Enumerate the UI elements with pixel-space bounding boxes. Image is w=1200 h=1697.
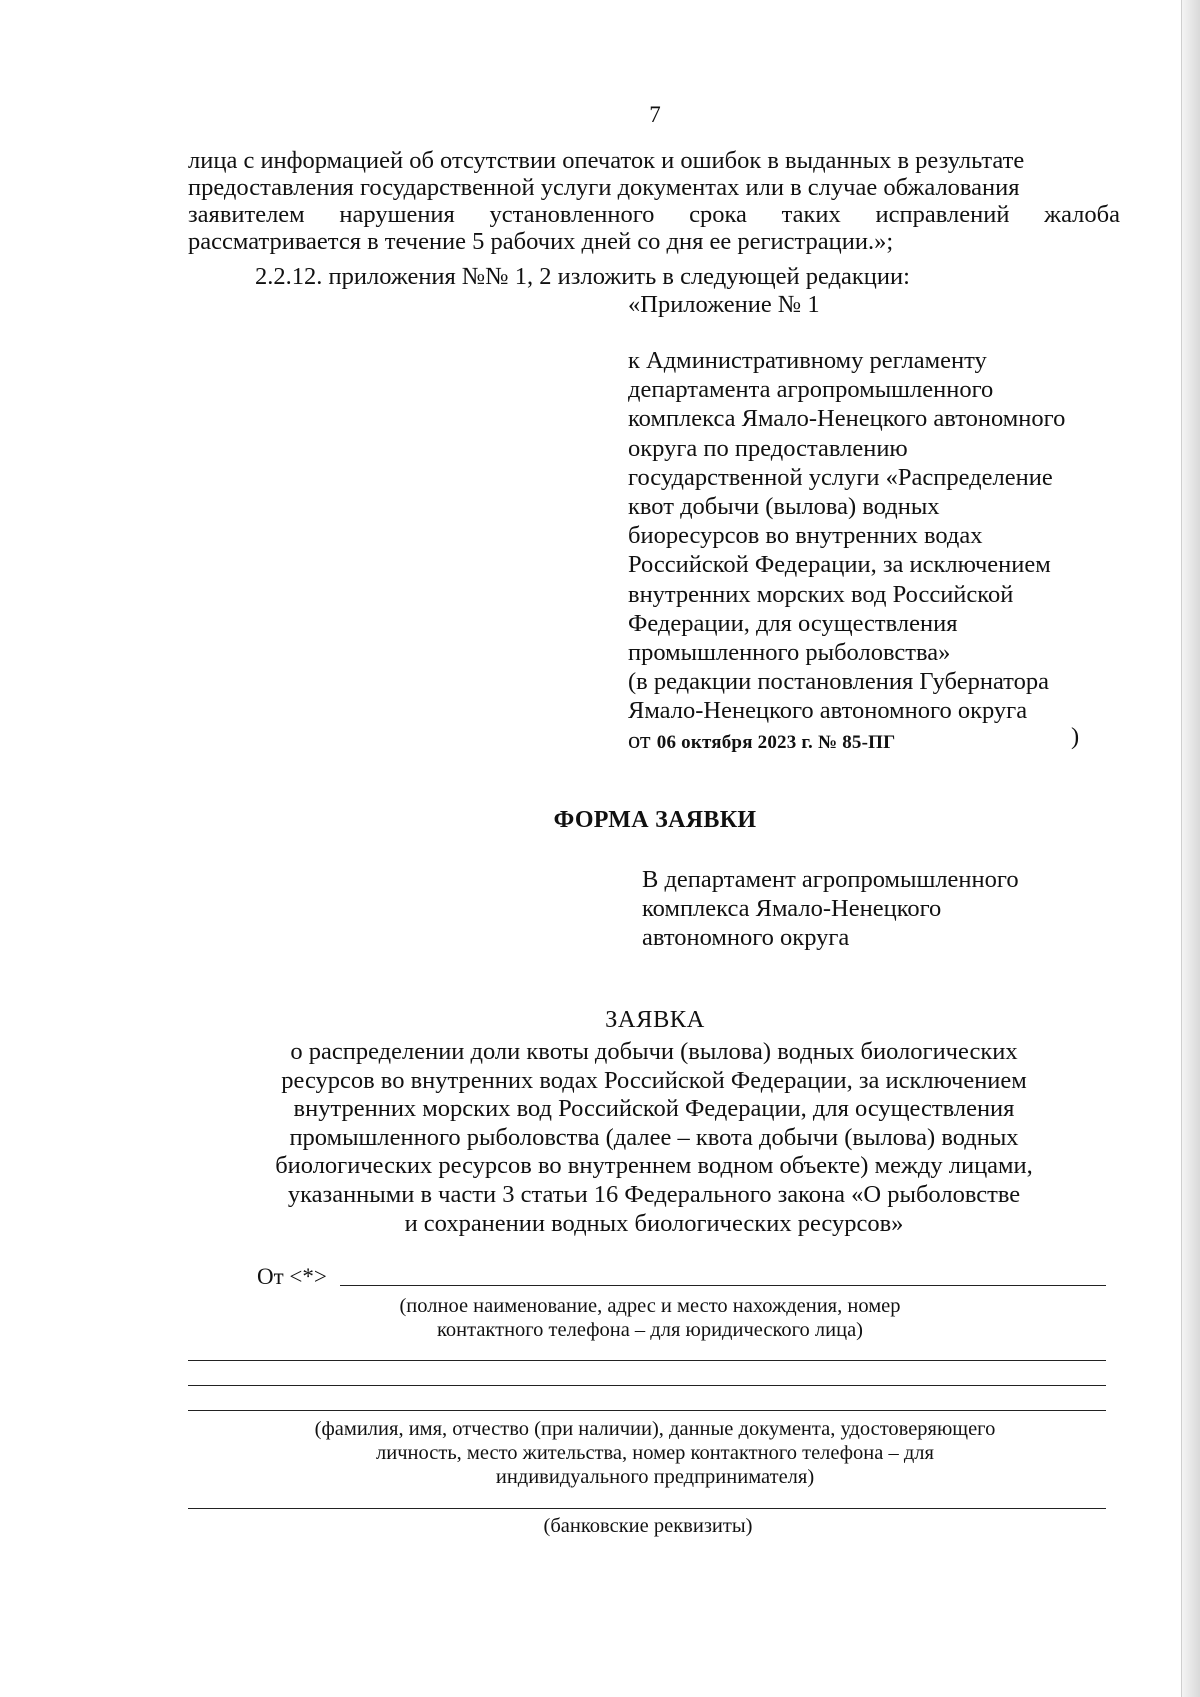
- caption-line: личность, место жительства, номер контактного телефона – для: [376, 1442, 934, 1464]
- appendix-line: Ямало-Ненецкого автономного округа: [628, 697, 1028, 725]
- entry-line-2[interactable]: [188, 1385, 1106, 1386]
- bank-details-line[interactable]: [188, 1508, 1106, 1509]
- appendix-line: комплекса Ямало-Ненецкого автономного: [628, 405, 1066, 433]
- caption-line: контактного телефона – для юридического лица): [436, 1319, 864, 1341]
- appendix-date-prefix: от: [628, 726, 651, 754]
- appendix-title-text: «Приложение № 1: [628, 291, 820, 318]
- subject-line: промышленного рыболовства (далее – квота добычи (вылова) водных: [289, 1123, 1019, 1151]
- paragraph-line: лица с информацией об отсутствии опечаток и ошибок в выданных в результате: [188, 147, 1025, 174]
- appendix-line: департамента агропромышленного: [628, 376, 994, 404]
- subject-line: биологических ресурсов во внутреннем водном объекте) между лицами,: [275, 1152, 1033, 1180]
- subject-line: указанными в части 3 статьи 16 Федерального закона «О рыболовстве: [287, 1180, 1021, 1208]
- subject-line: внутренних морских вод Российской Федерации, для осуществления: [293, 1095, 1015, 1123]
- caption-line: индивидуального предпринимателя): [495, 1466, 815, 1488]
- form-title: ФОРМА ЗАЯВКИ: [553, 807, 757, 833]
- from-label: От <*>: [257, 1264, 327, 1289]
- appendix-line: к Административному регламенту: [628, 347, 987, 374]
- addressee-line: В департамент агропромышленного: [642, 866, 1019, 893]
- paragraph-line: заявителем нарушения установленного срока таких исправлений жалоба: [188, 201, 1120, 228]
- entrepreneur-caption: [240, 1417, 1070, 1489]
- bank-caption: (банковские реквизиты): [543, 1515, 753, 1537]
- subject-line: о распределении доли квоты добычи (вылова) водных биологических: [290, 1038, 1018, 1065]
- page-edge-shadow: [1181, 0, 1200, 1697]
- appendix-line: Российской Федерации, за исключением: [628, 551, 1051, 579]
- appendix-line: государственной услуги «Распределение: [628, 463, 1053, 491]
- addressee-block: [642, 865, 1019, 952]
- subject-line: ресурсов во внутренних водах Российской Федерации, за исключением: [281, 1066, 1027, 1094]
- appendix-line: внутренних морских вод Российской: [628, 580, 1014, 608]
- appendix-line: квот добычи (вылова) водных: [628, 493, 940, 521]
- continuation-paragraph: [188, 147, 1120, 255]
- appendix-line: Федерации, для осуществления: [628, 609, 958, 637]
- subject-line: и сохранении водных биологических ресурсов»: [404, 1209, 904, 1237]
- appendix-date-value: 06 октября 2023 г. № 85-ПГ: [656, 731, 896, 753]
- appendix-line: биоресурсов во внутренних водах: [628, 522, 983, 550]
- appendix-title: [628, 290, 820, 319]
- paragraph-line: предоставления государственной услуги документах или в случае обжалования: [188, 174, 1020, 201]
- addressee-line: комплекса Ямало-Ненецкого: [642, 895, 942, 922]
- paragraph-line: рассматривается в течение 5 рабочих дней со дня ее регистрации.»;: [188, 228, 894, 255]
- legal-entity-caption: [340, 1294, 960, 1342]
- item-2-2-12: 2.2.12. приложения №№ 1, 2 изложить в следующей редакции:: [255, 263, 910, 290]
- appendix-line: (в редакции постановления Губернатора: [628, 668, 1049, 696]
- application-heading: ЗАЯВКА: [605, 1006, 705, 1033]
- entry-line-3[interactable]: [188, 1410, 1106, 1411]
- page-number: 7: [649, 102, 661, 127]
- caption-line: (полное наименование, адрес и место нахождения, номер: [399, 1295, 901, 1317]
- appendix-date-line: [628, 726, 1065, 757]
- caption-line: (фамилия, имя, отчество (при наличии), данные документа, удостоверяющего: [314, 1418, 996, 1440]
- addressee-line: автономного округа: [642, 924, 850, 951]
- entry-line-1[interactable]: [188, 1360, 1106, 1361]
- application-subject: [188, 1038, 1120, 1238]
- appendix-line: промышленного рыболовства»: [628, 639, 951, 667]
- from-input-line[interactable]: [340, 1285, 1106, 1286]
- appendix-reference: [628, 346, 1065, 757]
- appendix-date-closing: ): [1071, 723, 1080, 750]
- appendix-line: округа по предоставлению: [628, 434, 908, 462]
